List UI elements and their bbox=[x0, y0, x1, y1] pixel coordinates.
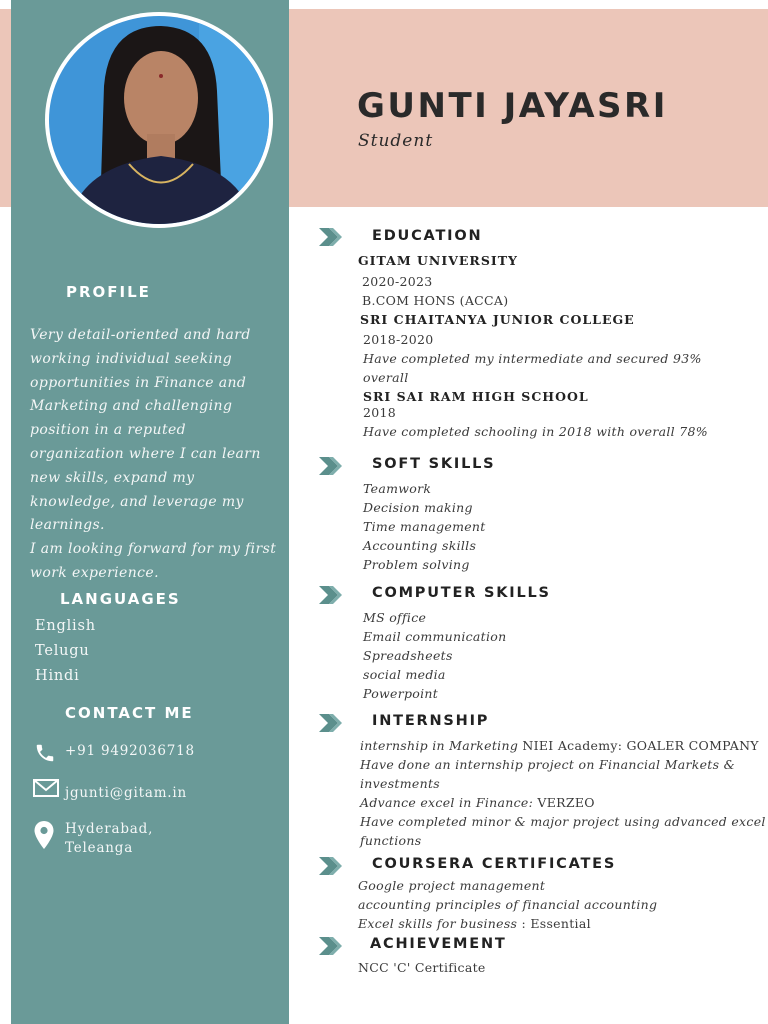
location-line2: Teleanga bbox=[65, 840, 134, 856]
soft-skill-item: Problem solving bbox=[363, 557, 470, 572]
contact-heading: CONTACT ME bbox=[65, 704, 194, 722]
internship-heading: INTERNSHIP bbox=[372, 713, 490, 729]
computer-skill-item: social media bbox=[363, 667, 446, 682]
contact-location bbox=[33, 820, 153, 858]
internship-line-3: investments bbox=[360, 776, 440, 791]
computer-skills-heading: COMPUTER SKILLS bbox=[372, 585, 551, 601]
profile-text: Very detail-oriented and hard working individual seeking opportunities in Finance and Marketing and challenging position in a reputed organization where I can learn new skills, expand my knowledge, and leverage my learnings. I am looking forward for my first work experience. bbox=[30, 327, 277, 581]
sidebar bbox=[11, 0, 289, 1024]
education-college: SRI CHAITANYA JUNIOR COLLEGE bbox=[360, 312, 635, 327]
coursera-line-3: Excel skills for business : Essential bbox=[358, 916, 591, 931]
coursera-line-2: accounting principles of financial accounting bbox=[358, 897, 658, 912]
contact-email[interactable] bbox=[33, 778, 187, 803]
education-university-years: 2020-2023 bbox=[362, 274, 433, 289]
achievement-line-1: NCC 'C' Certificate bbox=[358, 960, 486, 975]
languages-heading: LANGUAGES bbox=[60, 590, 181, 608]
language-item: Hindi bbox=[35, 668, 80, 684]
education-university-degree: B.COM HONS (ACCA) bbox=[362, 293, 509, 308]
internship-line-5: Have completed minor & major project using advanced excel bbox=[360, 814, 766, 829]
computer-skill-item: Spreadsheets bbox=[363, 648, 453, 663]
education-college-note-2: overall bbox=[363, 370, 409, 385]
location-text bbox=[65, 820, 153, 858]
education-school-note: Have completed schooling in 2018 with overall 78% bbox=[363, 424, 708, 439]
computer-skill-item: Powerpoint bbox=[363, 686, 439, 701]
soft-skill-item: Decision making bbox=[363, 500, 473, 515]
soft-skill-item: Time management bbox=[363, 519, 486, 534]
internship-arrow-icon bbox=[319, 714, 345, 732]
internship-line-1: internship in Marketing NIEI Academy: GOALER COMPANY bbox=[360, 738, 759, 753]
phone-text: +91 9492036718 bbox=[65, 743, 195, 759]
coursera-heading: COURSERA CERTIFICATES bbox=[372, 856, 617, 872]
profile-photo bbox=[45, 12, 273, 228]
profile-heading: PROFILE bbox=[66, 283, 151, 301]
internship-line-2: Have done an internship project on Financial Markets & bbox=[360, 757, 736, 772]
education-college-note: Have completed my intermediate and secured 93% bbox=[363, 351, 702, 366]
achievement-arrow-icon bbox=[319, 937, 345, 955]
computer-skill-item: MS office bbox=[363, 610, 427, 625]
location-line1: Hyderabad, bbox=[65, 821, 154, 837]
person-role: Student bbox=[358, 131, 434, 151]
internship-line-4: Advance excel in Finance: VERZEO bbox=[360, 795, 595, 810]
education-arrow-icon bbox=[319, 228, 345, 246]
education-school: SRI SAI RAM HIGH SCHOOL bbox=[363, 389, 589, 404]
email-text: jgunti@gitam.in bbox=[65, 785, 187, 801]
person-name: GUNTI JAYASRI bbox=[357, 86, 668, 126]
achievement-heading: ACHIEVEMENT bbox=[370, 936, 507, 952]
internship-line-6: functions bbox=[360, 833, 422, 848]
soft-skills-arrow-icon bbox=[319, 457, 345, 475]
language-item: Telugu bbox=[35, 643, 90, 659]
coursera-line-1: Google project management bbox=[358, 878, 546, 893]
phone-icon bbox=[33, 742, 59, 766]
education-school-year: 2018 bbox=[363, 405, 397, 420]
education-college-years: 2018-2020 bbox=[363, 332, 434, 347]
mail-icon bbox=[33, 778, 59, 802]
soft-skill-item: Accounting skills bbox=[363, 538, 477, 553]
language-item: English bbox=[35, 618, 96, 634]
education-university: GITAM UNIVERSITY bbox=[358, 253, 518, 268]
computer-skill-item: Email communication bbox=[363, 629, 507, 644]
education-heading: EDUCATION bbox=[372, 228, 483, 244]
soft-skill-item: Teamwork bbox=[363, 481, 432, 496]
contact-phone[interactable] bbox=[33, 742, 195, 766]
coursera-arrow-icon bbox=[319, 857, 345, 875]
soft-skills-heading: SOFT SKILLS bbox=[372, 456, 496, 472]
portrait-image bbox=[49, 16, 269, 224]
computer-skills-arrow-icon bbox=[319, 586, 345, 604]
location-pin-icon bbox=[33, 820, 59, 844]
